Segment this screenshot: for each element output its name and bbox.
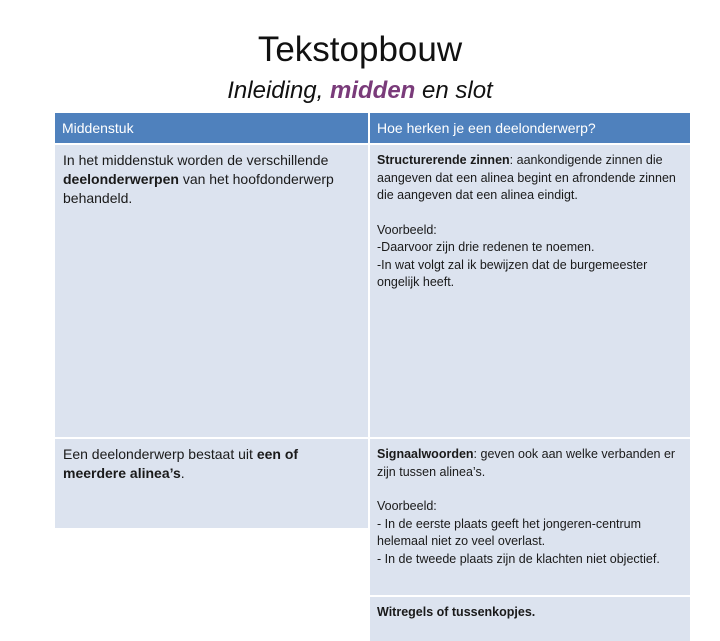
slide-subtitle [0,76,720,106]
term: Structurerende zinnen [377,153,510,167]
example: - In de tweede plaats zijn de klachten niet objectief. [377,551,660,566]
example: -Daarvoor zijn drie redenen te noemen. [377,240,595,254]
definition: : aankondigende zinnen die aangeven dat een alinea begint en afrondende zinnen die aangeven dat een alinea eindigt. [377,153,676,202]
term: Witregels of tussenkopjes. [377,605,536,619]
cell-witregels [370,597,690,641]
text: Een deelonderwerp bestaat uit [63,446,253,462]
definition: : geven ook aan welke verbanden er zijn tussen alinea’s. [377,447,676,479]
example-label: Voorbeeld: [377,222,437,237]
text: In het middenstuk worden de verschillende [63,152,329,168]
content-table [55,113,690,619]
example-label: Voorbeeld: [377,499,437,513]
cell-middenstuk-intro [55,145,368,437]
slide-title: Tekstopbouw [257,30,463,69]
cell-signaalwoorden [370,439,690,595]
subtitle-part2: en slot [422,77,493,104]
header-herkennen: Hoe herken je een deelonderwerp? [370,113,690,143]
text: . [180,465,185,481]
text: van het hoofdonderwerp behandeld. [63,171,334,206]
header-middenstuk: Middenstuk [55,113,368,143]
cell-structurerende-zinnen [370,145,690,437]
bold-text: een of meerdere alinea’s [63,446,299,481]
subtitle-accent: midden [330,77,416,104]
term: Signaalwoorden [377,447,474,461]
cell-deelonderwerp [55,439,368,528]
example: - In de eerste plaats geeft het jongeren-centrum helemaal niet zo veel overlast. [377,516,642,548]
bold-text: deelonderwerpen [63,171,179,187]
example: -In wat volgt zal ik bewijzen dat de burgemeester ongelijk heeft. [377,257,648,289]
subtitle-part1: Inleiding, [227,77,324,104]
